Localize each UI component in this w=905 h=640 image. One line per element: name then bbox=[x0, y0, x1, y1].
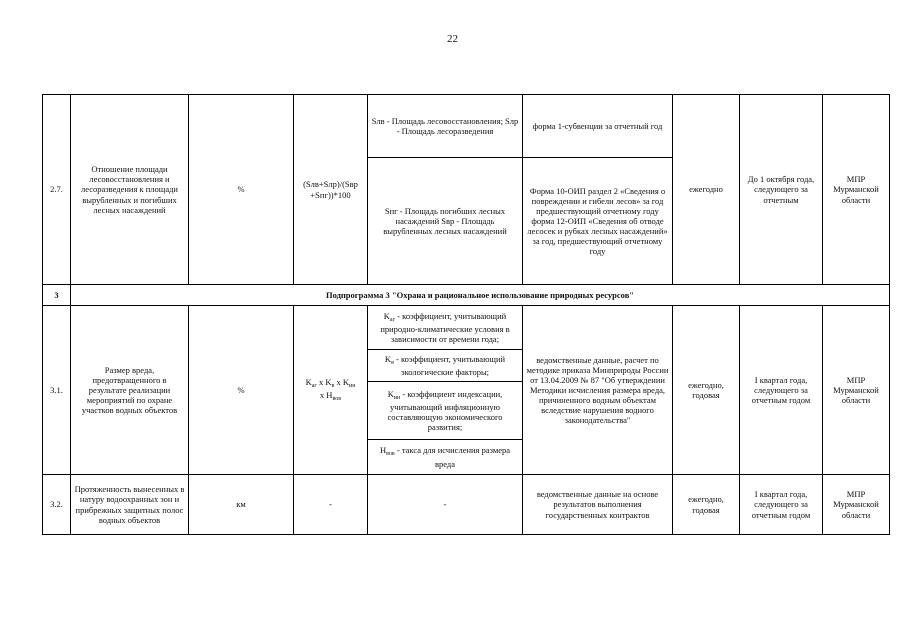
table-row-3-1 bbox=[43, 306, 890, 350]
responsible-cell: МПР Мурманской области bbox=[823, 306, 890, 475]
variables-cell: Sлв - Площадь лесовосстановления; Sлр - Площадь лесоразведения bbox=[368, 95, 523, 158]
source-cell: ведомственные данные, расчет по методике приказа Минприроды России от 13.04.2009 № 87 "Об утверждении Методики исчисления размера вреда, причиненного водным объектам вследствие нарушения водного законодательства" bbox=[523, 306, 673, 475]
section-title: Подпрограмма 3 "Охрана и рациональное использование природных ресурсов" bbox=[71, 285, 890, 306]
source-cell: Форма 10-ОИП раздел 2 «Сведения о повреждении и гибели лесов» за год предшествующий отчетному году форма 12-ОИП «Сведения об отводе лесосек и рубках лесных насаждений» за год, предшествующий отчетному году bbox=[523, 158, 673, 285]
row-number: 3.2. bbox=[43, 475, 71, 535]
unit-cell: % bbox=[189, 95, 294, 285]
periodicity-cell: ежегодно, годовая bbox=[673, 475, 740, 535]
variables-cell: Sпг - Площадь погибших лесных насаждений Sвр - Площадь вырубленных лесных насаждений bbox=[368, 158, 523, 285]
deadline-cell: До 1 октября года, следующего за отчетным bbox=[740, 95, 823, 285]
indicator-name: Отношение площади лесовосстановления и лесоразведения к площади вырубленных и погибших лесных насаждений bbox=[71, 95, 189, 285]
source-cell: ведомственные данные на основе результатов выполнения государственных контрактов bbox=[523, 475, 673, 535]
unit-cell: % bbox=[189, 306, 294, 475]
variables-cell: - bbox=[368, 475, 523, 535]
section-header-row bbox=[43, 285, 890, 306]
variable-k-v: $K_в$ - коэффициент, учитывающий экологические факторы; bbox=[368, 350, 523, 382]
formula-cell: $K_{аг}$ х $K_в$ х $K_{ин}$ х $H_{вов}$ bbox=[294, 306, 368, 475]
row-number: 3.1. bbox=[43, 306, 71, 475]
section-number: 3 bbox=[43, 285, 71, 306]
deadline-cell: I квартал года, следующего за отчетным годом bbox=[740, 475, 823, 535]
unit-cell: км bbox=[189, 475, 294, 535]
periodicity-cell: ежегодно bbox=[673, 95, 740, 285]
indicator-table bbox=[42, 94, 890, 535]
deadline-cell: I квартал года, следующего за отчетным годом bbox=[740, 306, 823, 475]
formula-cell: - bbox=[294, 475, 368, 535]
formula-cell: (Sлв+Sлр)/(Sвр +Sпг))*100 bbox=[294, 95, 368, 285]
indicator-name: Размер вреда, предотвращенного в результате реализации мероприятий по охране участков водных объектов bbox=[71, 306, 189, 475]
variable-k-ag: $K_{аг}$ - коэффициент, учитывающий природно-климатические условия в зависимости от времени года; bbox=[368, 306, 523, 350]
table-row-3-2 bbox=[43, 475, 890, 535]
indicator-name: Протяженность вынесенных в натуру водоохранных зон и прибрежных защитных полос водных объектов bbox=[71, 475, 189, 535]
table-row-2-7 bbox=[43, 95, 890, 158]
periodicity-cell: ежегодно, годовая bbox=[673, 306, 740, 475]
responsible-cell: МПР Мурманской области bbox=[823, 95, 890, 285]
page-number: 22 bbox=[447, 33, 458, 45]
row-number: 2.7. bbox=[43, 95, 71, 285]
variable-k-in: $K_{ин}$ - коэффициент индексации, учитывающий инфляционную составляющую экономического развития; bbox=[368, 382, 523, 440]
responsible-cell: МПР Мурманской области bbox=[823, 475, 890, 535]
variable-h-vov: $H_{вов}$ - такса для исчисления размера вреда bbox=[368, 440, 523, 475]
source-cell: форма 1-субвенции за отчетный год bbox=[523, 95, 673, 158]
